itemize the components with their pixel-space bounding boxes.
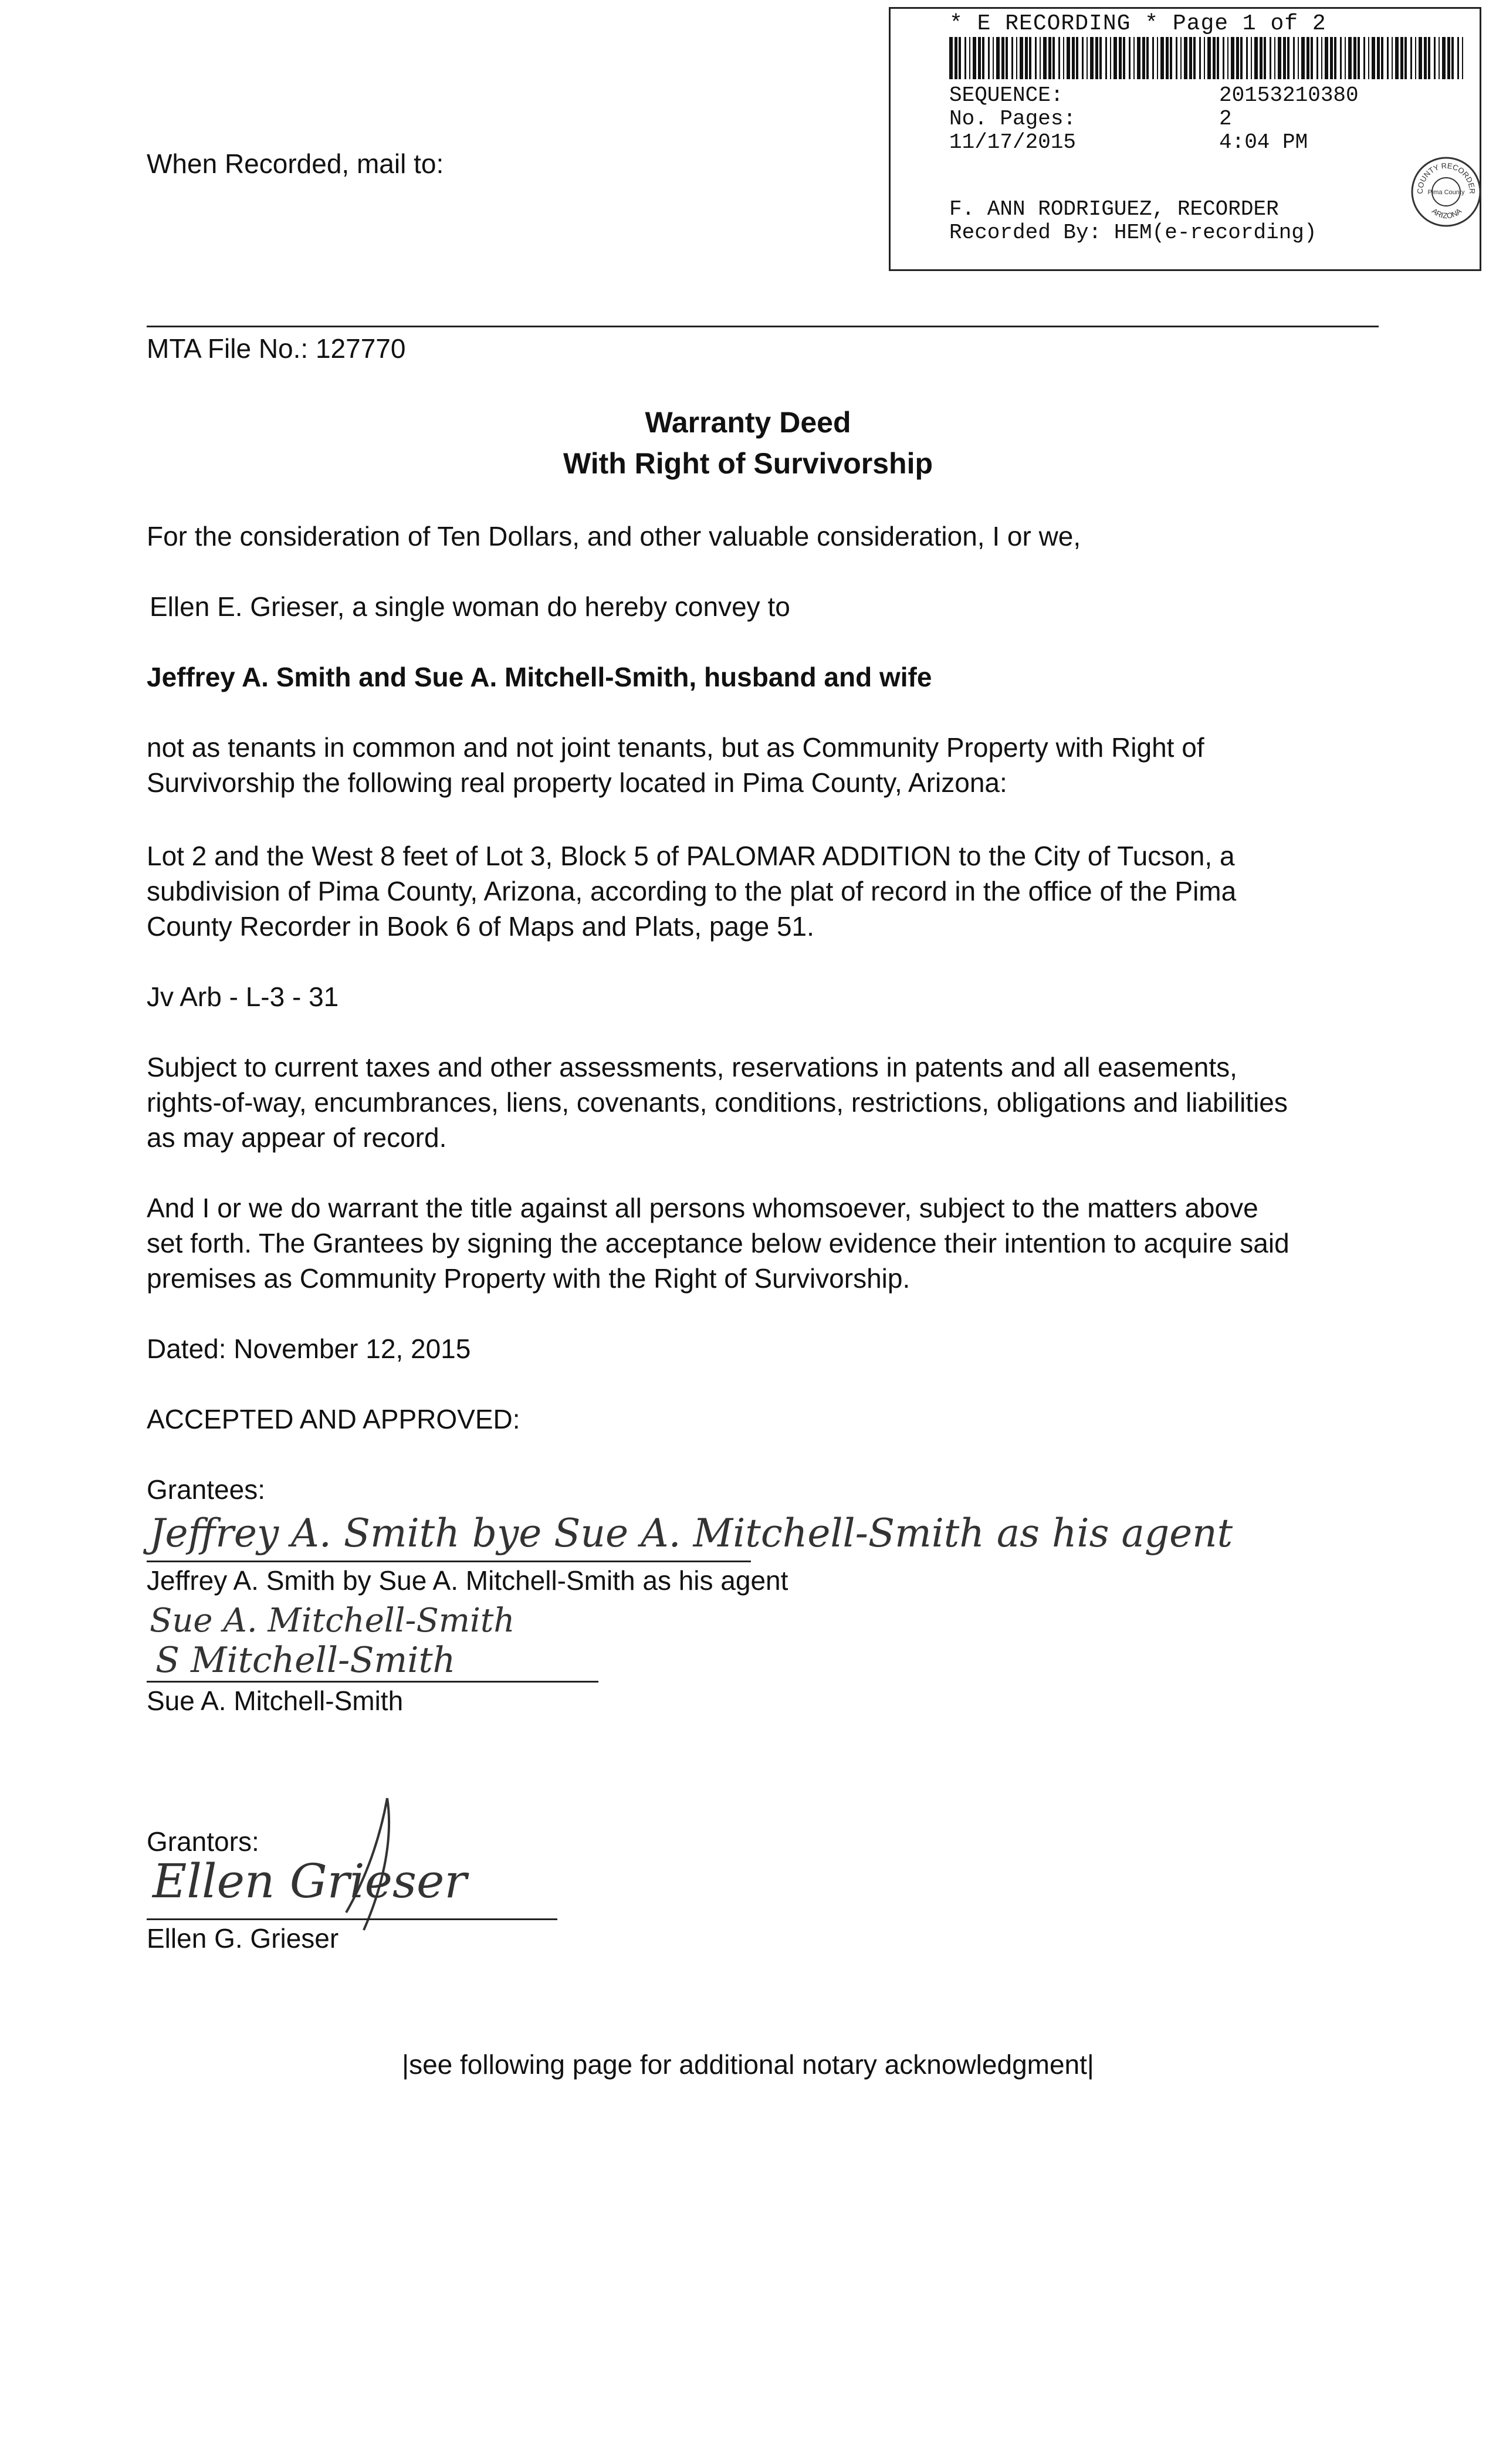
barcode-bar bbox=[1082, 37, 1084, 79]
barcode-bar bbox=[1035, 37, 1037, 79]
legal-line-2: subdivision of Pima County, Arizona, according to the plat of record in the office of the Pima bbox=[147, 876, 1237, 906]
notary-footer-note: |see following page for additional notary acknowledgment| bbox=[402, 2049, 1094, 2080]
barcode-bar bbox=[1113, 37, 1117, 79]
barcode-bar bbox=[1058, 37, 1060, 79]
parcel-number: Jv Arb - L-3 - 31 bbox=[147, 981, 339, 1012]
barcode-bar bbox=[1184, 37, 1187, 79]
barcode-bar bbox=[1217, 37, 1219, 79]
barcode-bar bbox=[1048, 37, 1051, 79]
barcode-bar bbox=[955, 37, 957, 79]
grantees-names: Jeffrey A. Smith and Sue A. Mitchell-Smith, husband and wife bbox=[147, 662, 932, 692]
barcode-bar bbox=[1316, 37, 1318, 79]
barcode-bar bbox=[1419, 37, 1422, 79]
barcode-bar bbox=[1462, 37, 1463, 79]
barcode-bar bbox=[1105, 37, 1107, 79]
barcode-bar bbox=[1123, 37, 1125, 79]
barcode-bar bbox=[1274, 37, 1275, 79]
barcode-bar bbox=[1067, 37, 1070, 79]
barcode-bar bbox=[964, 37, 966, 79]
barcode-bar bbox=[982, 37, 984, 79]
barcode-bar bbox=[1387, 37, 1389, 79]
barcode-bar bbox=[1451, 37, 1454, 79]
barcode-bar bbox=[988, 37, 990, 79]
barcode-bar bbox=[1076, 37, 1078, 79]
subject-line-2: rights-of-way, encumbrances, liens, covenants, conditions, restrictions, obligations and liabilities bbox=[147, 1087, 1288, 1118]
barcode-bar bbox=[1207, 37, 1211, 79]
barcode-bar bbox=[1287, 37, 1289, 79]
barcode-bar bbox=[1363, 37, 1365, 79]
barcode-bar bbox=[1321, 37, 1322, 79]
barcode-bar bbox=[1395, 37, 1399, 79]
tenancy-line-2: Survivorship the following real property located in Pima County, Arizona: bbox=[147, 767, 1007, 798]
barcode-bar bbox=[1368, 37, 1369, 79]
barcode-bar bbox=[1381, 37, 1383, 79]
warrant-line-2: set forth. The Grantees by signing the acceptance below evidence their intention to acquire said bbox=[147, 1228, 1289, 1258]
record-time: 4:04 PM bbox=[1219, 130, 1308, 154]
barcode-bar bbox=[1152, 37, 1154, 79]
signature-ellen-grieser: Ellen Grieser bbox=[153, 1854, 467, 1908]
barcode-bar bbox=[1348, 37, 1352, 79]
barcode-bar bbox=[1119, 37, 1122, 79]
barcode-bar bbox=[1157, 37, 1158, 79]
barcode-bar bbox=[1040, 37, 1041, 79]
barcode-bar bbox=[1240, 37, 1243, 79]
barcode-bar bbox=[1307, 37, 1309, 79]
barcode-bar bbox=[1227, 37, 1228, 79]
barcode-bar bbox=[1223, 37, 1224, 79]
barcode-bar bbox=[1072, 37, 1075, 79]
barcode-bar bbox=[1176, 37, 1177, 79]
barcode-bar bbox=[1270, 37, 1271, 79]
barcode-bar bbox=[1428, 37, 1430, 79]
sequence-label: SEQUENCE: bbox=[949, 83, 1064, 107]
barcode-bar bbox=[1063, 37, 1064, 79]
barcode-bar bbox=[1166, 37, 1169, 79]
barcode-bar bbox=[973, 37, 976, 79]
barcode-bar bbox=[1325, 37, 1328, 79]
barcode-bar bbox=[1404, 37, 1407, 79]
accepted-approved: ACCEPTED AND APPROVED: bbox=[147, 1404, 520, 1434]
barcode-bar bbox=[1439, 37, 1440, 79]
grantees-label: Grantees: bbox=[147, 1474, 265, 1505]
barcode-bar bbox=[1311, 37, 1313, 79]
header-rule bbox=[147, 326, 1379, 327]
barcode-bar bbox=[1087, 37, 1088, 79]
barcode-bar bbox=[969, 37, 970, 79]
mail-to-label: When Recorded, mail to: bbox=[147, 148, 444, 179]
barcode-bar bbox=[993, 37, 994, 79]
grantors-label: Grantors: bbox=[147, 1826, 259, 1857]
barcode-bar bbox=[1006, 37, 1008, 79]
signature-flourish-icon bbox=[329, 1795, 417, 1936]
seal-bottom-text: ARIZONA bbox=[1430, 206, 1464, 221]
barcode-bar bbox=[1424, 37, 1427, 79]
dated-line: Dated: November 12, 2015 bbox=[147, 1333, 471, 1364]
barcode-bar bbox=[1264, 37, 1266, 79]
barcode-bar bbox=[1180, 37, 1182, 79]
barcode-bar bbox=[959, 37, 961, 79]
signer-1-printed: Jeffrey A. Smith by Sue A. Mitchell-Smith as his agent bbox=[147, 1565, 788, 1596]
barcode-bar bbox=[1142, 37, 1145, 79]
barcode-bar bbox=[1330, 37, 1333, 79]
barcode-bar bbox=[1260, 37, 1263, 79]
consideration-text: For the consideration of Ten Dollars, and other valuable consideration, I or we, bbox=[147, 521, 1081, 551]
barcode-bar bbox=[1231, 37, 1234, 79]
barcode-bar bbox=[1110, 37, 1111, 79]
legal-line-1: Lot 2 and the West 8 feet of Lot 3, Block 5 of PALOMAR ADDITION to the City of Tucson, a bbox=[147, 841, 1235, 871]
barcode-bar bbox=[1392, 37, 1393, 79]
signer-3-printed: Ellen G. Grieser bbox=[147, 1923, 339, 1954]
barcode-bar bbox=[1447, 37, 1450, 79]
barcode-bar bbox=[1301, 37, 1305, 79]
barcode-bar bbox=[1213, 37, 1216, 79]
signature-line-3 bbox=[147, 1918, 557, 1920]
signature-line-1 bbox=[147, 1561, 751, 1562]
barcode-bar bbox=[1251, 37, 1252, 79]
signer-2-printed: Sue A. Mitchell-Smith bbox=[147, 1685, 404, 1716]
barcode-bar bbox=[1090, 37, 1094, 79]
barcode-bar bbox=[1146, 37, 1149, 79]
barcode-bar bbox=[1099, 37, 1102, 79]
barcode-bar bbox=[1025, 37, 1028, 79]
barcode-bar bbox=[1400, 37, 1403, 79]
stamp-header: * E RECORDING * Page 1 of 2 bbox=[949, 11, 1326, 36]
barcode-bar bbox=[1129, 37, 1131, 79]
subject-line-3: as may appear of record. bbox=[147, 1122, 447, 1153]
barcode-bar bbox=[1442, 37, 1446, 79]
barcode-bar bbox=[1345, 37, 1346, 79]
barcode-bar bbox=[1377, 37, 1380, 79]
barcode-bar bbox=[1283, 37, 1286, 79]
barcode-bar bbox=[1353, 37, 1356, 79]
barcode-bar bbox=[1358, 37, 1360, 79]
barcode-bar bbox=[1254, 37, 1258, 79]
barcode-bar bbox=[1020, 37, 1023, 79]
barcode-bar bbox=[1029, 37, 1031, 79]
county-seal-icon bbox=[1410, 155, 1483, 229]
recorder-line: F. ANN RODRIGUEZ, RECORDER bbox=[949, 197, 1279, 221]
signature-sue-mitchell-smith-a: Sue A. Mitchell-Smith bbox=[150, 1602, 515, 1640]
barcode-bar bbox=[1137, 37, 1140, 79]
barcode-bar bbox=[1189, 37, 1192, 79]
barcode-bar bbox=[1043, 37, 1047, 79]
barcode-bar bbox=[1334, 37, 1336, 79]
sequence-value: 20153210380 bbox=[1219, 83, 1359, 107]
barcode-bar bbox=[1193, 37, 1196, 79]
barcode-bar bbox=[1001, 37, 1004, 79]
barcode-bar bbox=[1199, 37, 1201, 79]
barcode-bar bbox=[1016, 37, 1017, 79]
barcode-bar bbox=[1246, 37, 1248, 79]
barcode-bar bbox=[1372, 37, 1375, 79]
seal-top-text: COUNTY RECORDER bbox=[1415, 161, 1477, 194]
pages-label: No. Pages: bbox=[949, 107, 1077, 131]
subject-line-1: Subject to current taxes and other assessments, reservations in patents and all easements, bbox=[147, 1052, 1237, 1082]
barcode-bar bbox=[1170, 37, 1172, 79]
signature-jeffrey-smith: Jeffrey A. Smith bye Sue A. Mitchell-Smith as his agent bbox=[150, 1511, 1233, 1556]
barcode-bar bbox=[1434, 37, 1436, 79]
barcode-bar bbox=[1340, 37, 1342, 79]
seal-center-text: Pima County bbox=[1427, 189, 1465, 196]
barcode-bar bbox=[1236, 37, 1239, 79]
barcode-bar bbox=[1133, 37, 1135, 79]
document-title: Warranty Deed bbox=[645, 406, 851, 439]
barcode-bar bbox=[1052, 37, 1055, 79]
recording-stamp bbox=[889, 7, 1481, 271]
barcode-bar bbox=[1278, 37, 1281, 79]
svg-text:ARIZONA bbox=[1430, 207, 1463, 221]
record-date: 11/17/2015 bbox=[949, 130, 1077, 154]
barcode-bar bbox=[1293, 37, 1295, 79]
signature-sue-mitchell-smith-b: S Mitchell-Smith bbox=[155, 1640, 456, 1681]
signature-line-2 bbox=[147, 1681, 598, 1683]
document-subtitle: With Right of Survivorship bbox=[563, 447, 933, 480]
warrant-line-3: premises as Community Property with the Right of Survivorship. bbox=[147, 1263, 911, 1294]
legal-line-3: County Recorder in Book 6 of Maps and Plats, page 51. bbox=[147, 911, 814, 942]
barcode-bar bbox=[996, 37, 1000, 79]
barcode-bar bbox=[1095, 37, 1098, 79]
barcode-bar bbox=[1457, 37, 1459, 79]
barcode bbox=[949, 37, 1465, 79]
pages-value: 2 bbox=[1219, 107, 1232, 131]
barcode-bar bbox=[1160, 37, 1164, 79]
barcode-bar bbox=[1410, 37, 1412, 79]
barcode-bar bbox=[1298, 37, 1299, 79]
barcode-bar bbox=[949, 37, 953, 79]
recorded-by: Recorded By: HEM(e-recording) bbox=[949, 221, 1317, 245]
grantor-line: Ellen E. Grieser, a single woman do hereby convey to bbox=[150, 591, 790, 622]
tenancy-line-1: not as tenants in common and not joint tenants, but as Community Property with Right of bbox=[147, 732, 1204, 763]
barcode-bar bbox=[1011, 37, 1013, 79]
barcode-bar bbox=[1204, 37, 1205, 79]
barcode-bar bbox=[978, 37, 981, 79]
barcode-bar bbox=[1415, 37, 1416, 79]
warrant-line-1: And I or we do warrant the title against all persons whomsoever, subject to the matters above bbox=[147, 1193, 1258, 1223]
file-number: MTA File No.: 127770 bbox=[147, 333, 406, 364]
